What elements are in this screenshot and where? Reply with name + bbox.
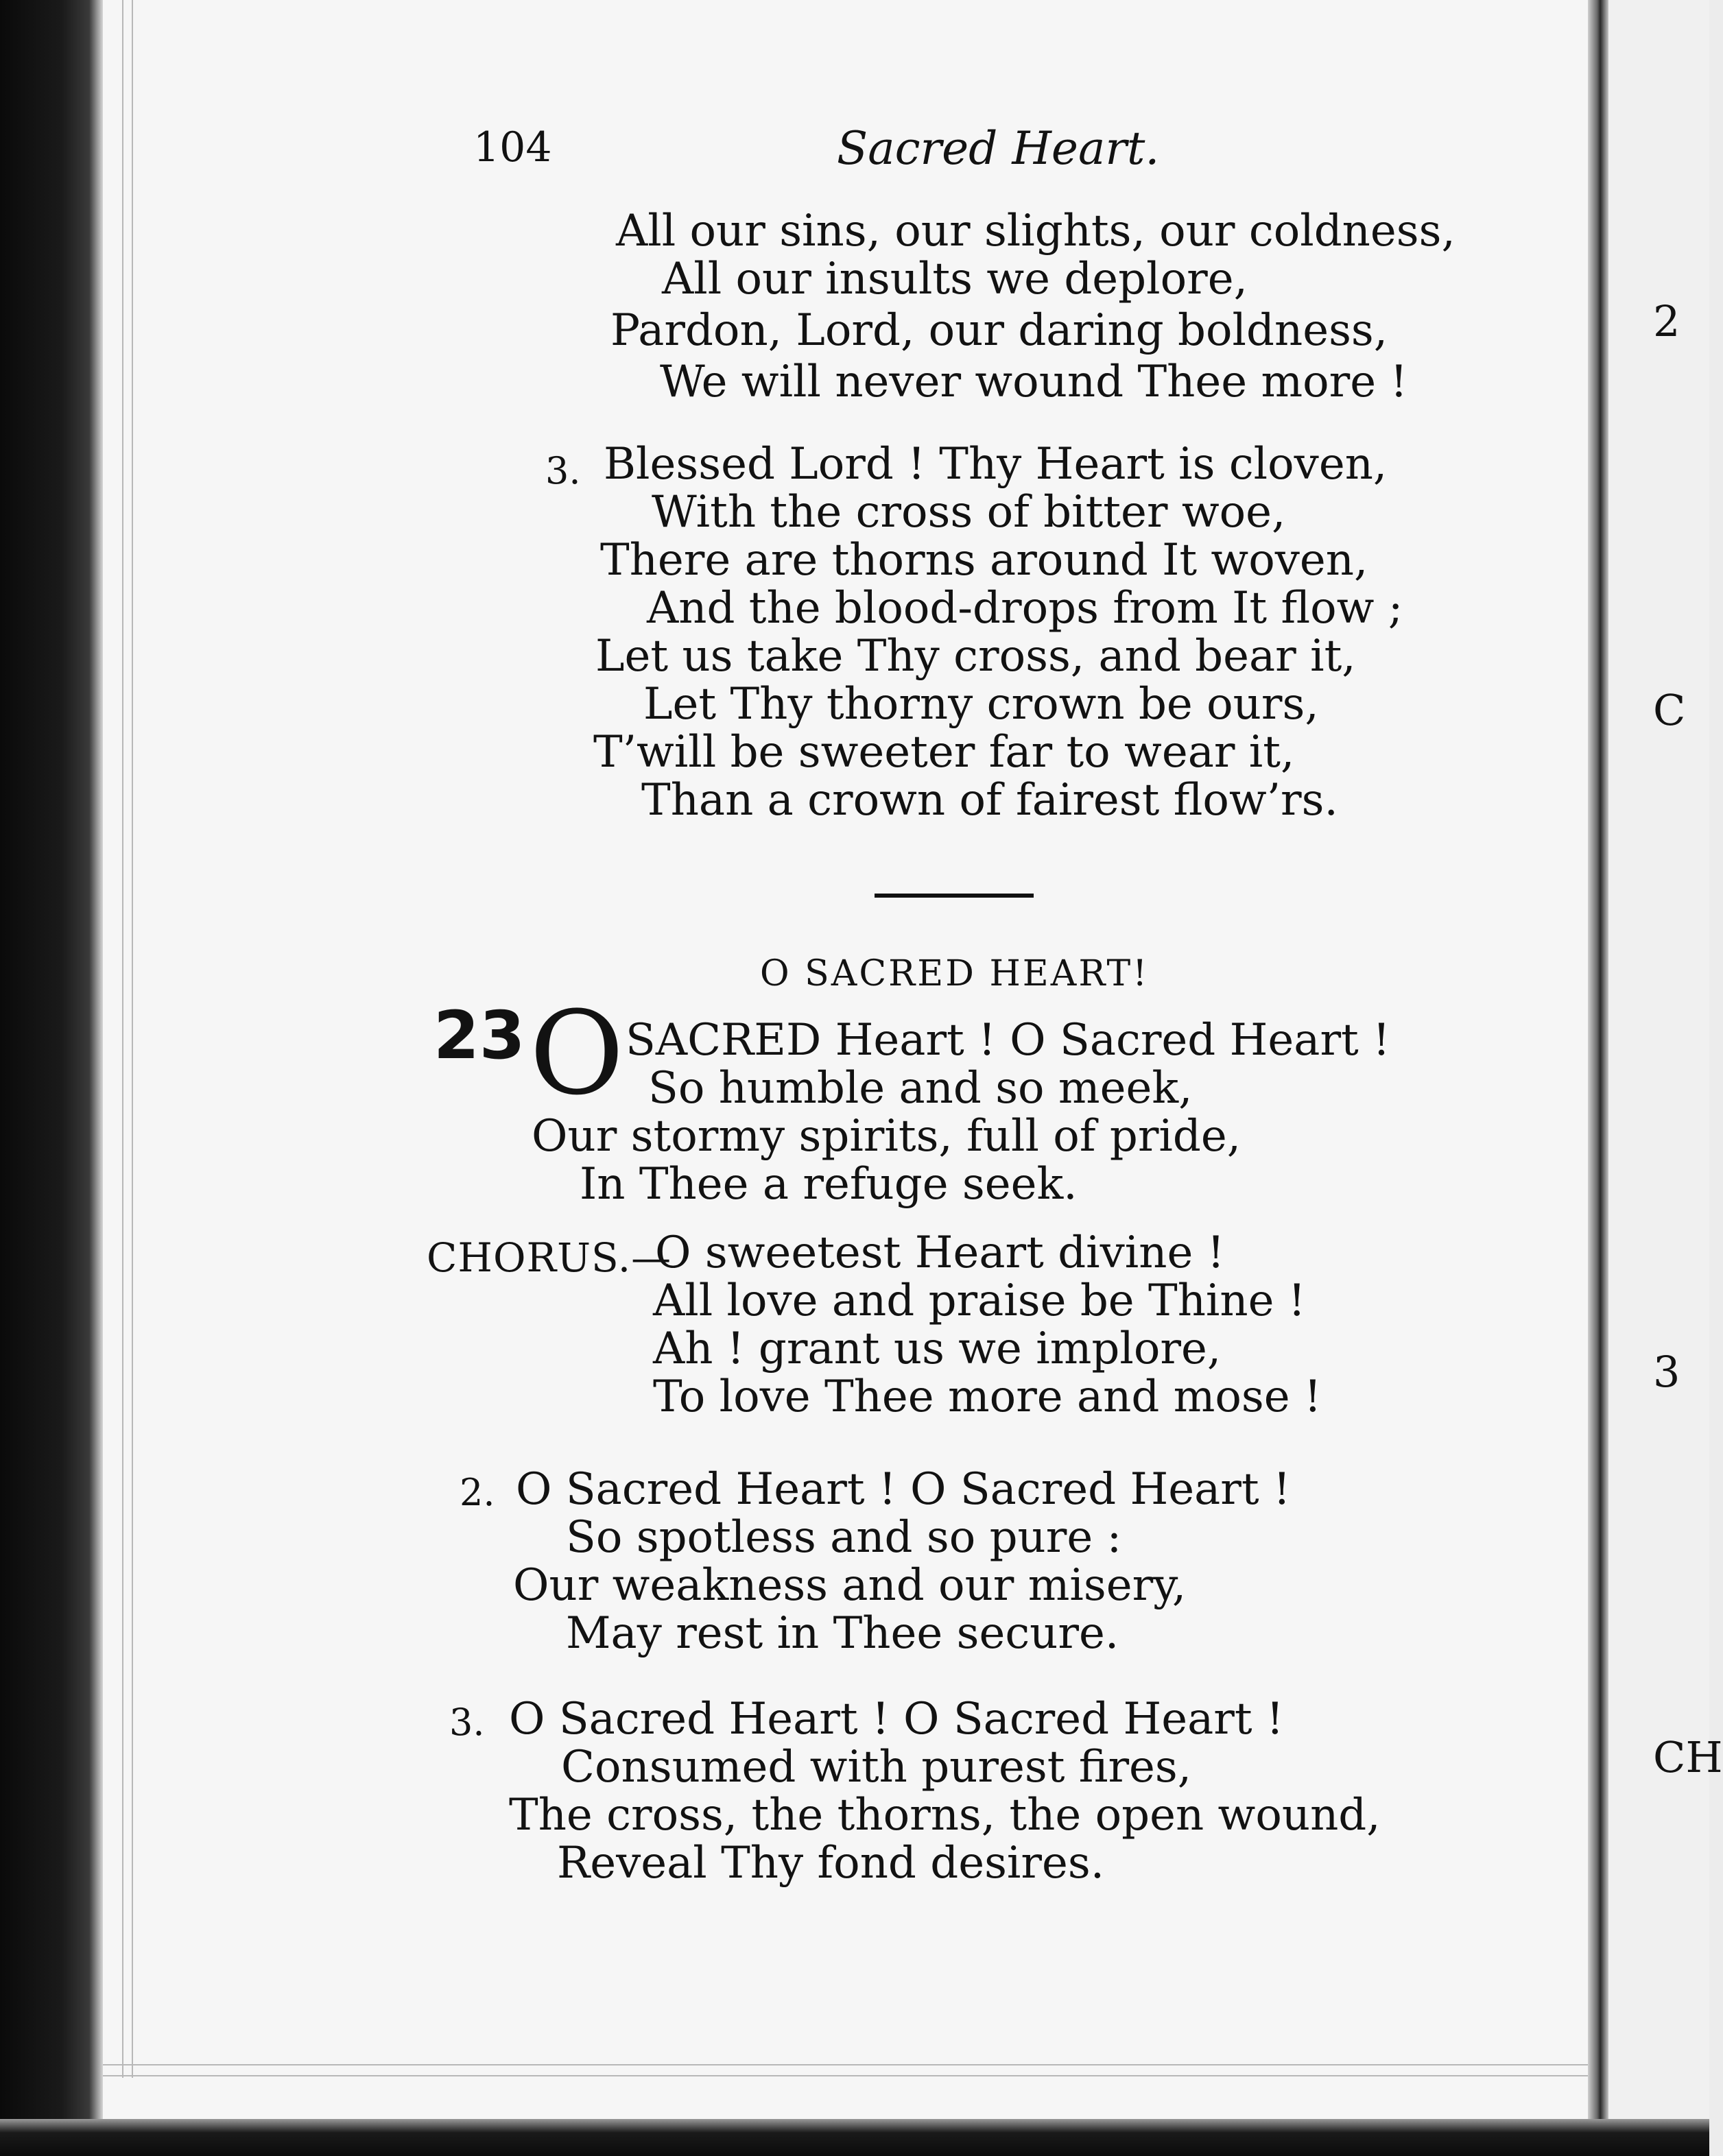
page-border — [122, 0, 123, 2078]
book-cover-edge — [0, 0, 103, 2156]
chorus-line: All love and praise be Thine ! — [653, 1275, 1306, 1326]
facing-page-fragment: C — [1653, 685, 1686, 735]
verse-line: Our weakness and our misery, — [513, 1560, 1187, 1611]
verse-line: Pardon, Lord, our daring boldness, — [610, 305, 1388, 356]
scan-bottom-edge — [0, 2119, 1709, 2156]
verse-line: Our stormy spirits, full of pride, — [532, 1111, 1241, 1162]
verse-line: T’will be sweeter far to wear it, — [593, 727, 1295, 778]
verse-line: O Sacred Heart ! O Sacred Heart ! — [509, 1694, 1284, 1745]
verse-line: So spotless and so pure : — [566, 1512, 1122, 1563]
chorus-line: Ah ! grant us we implore, — [653, 1323, 1222, 1374]
verse-line: And the blood-drops from It flow ; — [647, 583, 1403, 634]
chorus-line: To love Thee more and mose ! — [653, 1372, 1322, 1422]
verse-line: The cross, the thorns, the open wound, — [509, 1790, 1381, 1841]
verse-number: 3. — [545, 449, 581, 492]
page-border — [103, 2064, 1598, 2065]
hymn-heading: O SACRED HEART! — [760, 953, 1150, 994]
facing-page-fragment: 2 — [1653, 296, 1680, 346]
verse-number: 3. — [449, 1701, 485, 1744]
section-divider — [875, 894, 1034, 898]
verse-line: Consumed with purest fires, — [561, 1742, 1192, 1793]
running-title: Sacred Heart. — [837, 122, 1160, 175]
book-gutter — [1588, 0, 1608, 2119]
verse-line: So humble and so meek, — [648, 1063, 1193, 1114]
verse-line: With the cross of bitter woe, — [652, 487, 1286, 538]
drop-cap: O — [530, 986, 624, 1121]
page-border — [103, 2075, 1598, 2076]
verse-line: In Thee a refuge seek. — [580, 1159, 1078, 1210]
verse-line: SACRED Heart ! O Sacred Heart ! — [626, 1015, 1390, 1066]
chorus-label: CHORUS.— — [427, 1234, 672, 1281]
page-number: 104 — [473, 123, 552, 171]
verse-line: There are thorns around It woven, — [600, 535, 1368, 586]
facing-page-fragment: CH — [1653, 1732, 1723, 1782]
verse-line: All our insults we deplore, — [662, 254, 1248, 304]
chorus-line: O sweetest Heart divine ! — [655, 1227, 1225, 1278]
verse-line: O Sacred Heart ! O Sacred Heart ! — [516, 1464, 1291, 1515]
verse-line: Reveal Thy fond desires. — [557, 1838, 1105, 1889]
verse-line: Than a crown of fairest flow’rs. — [641, 775, 1338, 826]
hymn-number: 23 — [433, 997, 525, 1074]
page-border — [132, 0, 133, 2078]
verse-line: Blessed Lord ! Thy Heart is cloven, — [604, 439, 1388, 490]
verse-line: Let Thy thorny crown be ours, — [643, 679, 1319, 730]
verse-line: We will never wound Thee more ! — [660, 357, 1408, 407]
facing-page-fragment: 3 — [1653, 1347, 1680, 1397]
verse-line: All our sins, our slights, our coldness, — [616, 206, 1455, 256]
verse-line: May rest in Thee secure. — [566, 1608, 1119, 1659]
verse-number: 2. — [460, 1471, 495, 1514]
verse-line: Let us take Thy cross, and bear it, — [595, 631, 1356, 682]
